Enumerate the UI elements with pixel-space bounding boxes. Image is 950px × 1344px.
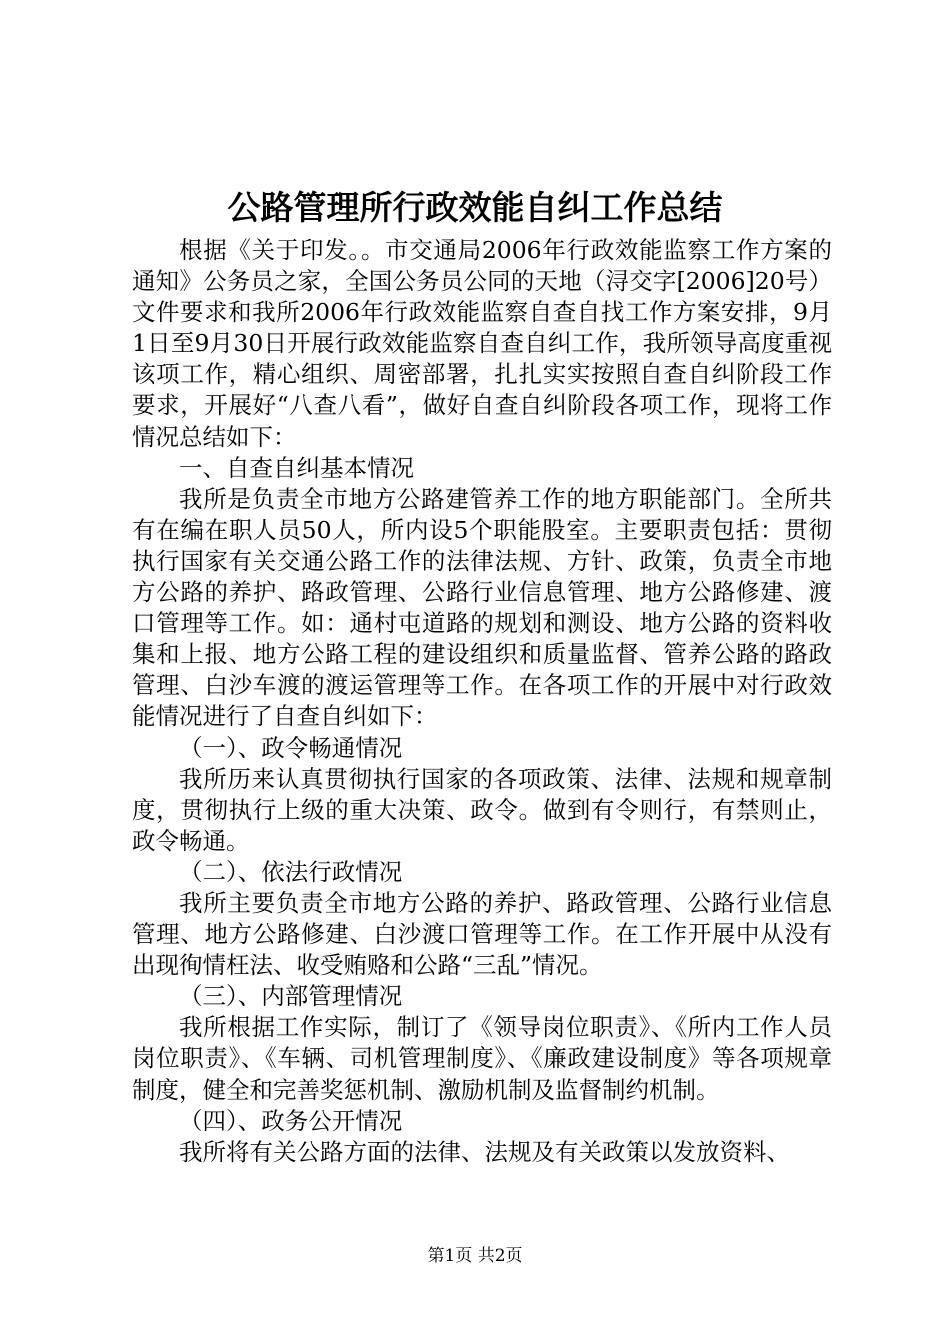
document-title: 公路管理所行政效能自纠工作总结 bbox=[227, 188, 723, 227]
internal-management-paragraph: 我所根据工作实际，制订了《领导岗位职责》、《所内工作人员岗位职责》、《车辆、司机管理制度》、《廉政建设制度》等各项规章制度，健全和完善奖惩机制、激励机制及监督制约机制。 bbox=[132, 1013, 832, 1104]
section-heading-self-check-overview: 一、自查自纠基本情况 bbox=[179, 453, 414, 482]
overview-paragraph: 我所是负责全市地方公路建管养工作的地方职能部门。全所共有在编在职人员50人，所内设5个职能股室。主要职责包括：贯彻执行国家有关交通公路工作的法律法规、方针、政策，负责全市地方公路的养护、路政管理、公路行业信息管理、地方公路修建、渡口管理等工作。如：通村屯道路的规划和测设、地方公路的资料收集和上报、地方公路工程的建设组织和质量监督、管养公路的路政管理、白沙车渡的渡运管理等工作。在各项工作的开展中对行政效能情况进行了自查自纠如下： bbox=[132, 484, 832, 731]
subsection-heading-lawful-administration: （二）、依法行政情况 bbox=[179, 857, 403, 886]
document-body bbox=[132, 235, 832, 1168]
subsection-heading-government-affairs-disclosure: （四）、政务公开情况 bbox=[179, 1106, 403, 1135]
subsection-heading-internal-management: （三）、内部管理情况 bbox=[179, 982, 403, 1011]
lawful-administration-paragraph: 我所主要负责全市地方公路的养护、路政管理、公路行业信息管理、地方公路修建、白沙渡口管理等工作。在工作开展中从没有出现徇情枉法、收受贿赂和公路“三乱”情况。 bbox=[132, 888, 832, 980]
intro-paragraph: 根据《关于印发。。市交通局2006年行政效能监察工作方案的通知》公务员之家，全国公务员公同的天地（浔交字[2006]20号）文件要求和我所2006年行政效能监察自查自找工作方案安排，9月1日至9月30日开展行政效能监察自查自纠工作，我所领导高度重视该项工作，精心组织、周密部署，扎扎实实按照自查自纠阶段工作要求，开展好“八查八看”，做好自查自纠阶段各项工作，现将工作情况总结如下： bbox=[132, 236, 832, 451]
government-affairs-disclosure-paragraph: 我所将有关公路方面的法律、法规及有关政策以发放资料、 bbox=[179, 1137, 790, 1166]
page-number-footer: 第1页 共2页 bbox=[427, 1246, 523, 1266]
subsection-heading-policy-flow: （一）、政令畅通情况 bbox=[179, 733, 403, 762]
policy-flow-paragraph: 我所历来认真贯彻执行国家的各项政策、法律、法规和规章制度，贯彻执行上级的重大决策、政令。做到有令则行，有禁则止，政令畅通。 bbox=[132, 764, 832, 855]
